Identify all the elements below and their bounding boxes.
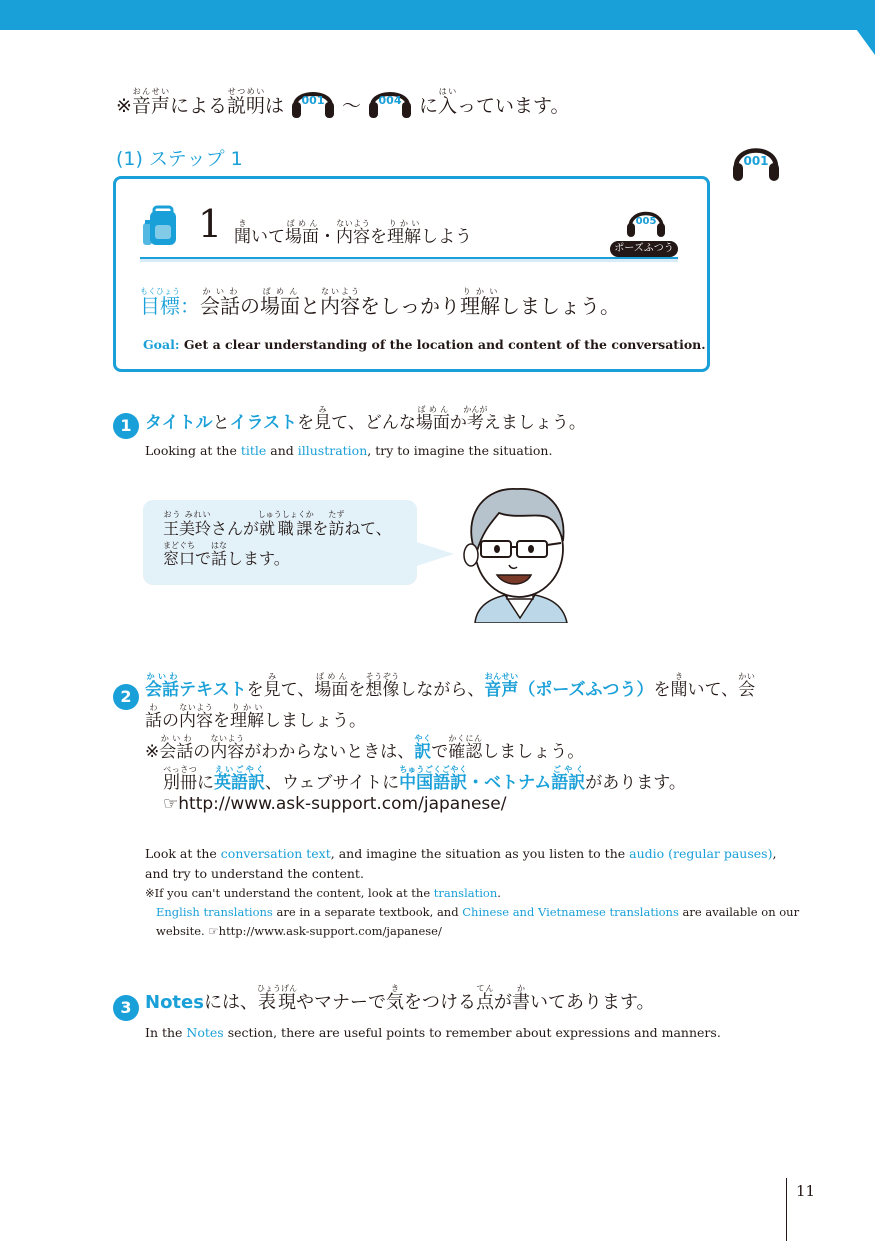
pointing-hand-icon: ☞ — [208, 924, 219, 938]
bubble-text — [163, 510, 392, 571]
text-run: を — [312, 519, 329, 538]
text-run: がわからないときは、 — [244, 742, 415, 762]
text-run: で — [431, 742, 449, 762]
page-number: 11 — [796, 1182, 816, 1200]
text-run: しながら、 — [399, 680, 485, 700]
ruby-word: 会かい — [738, 672, 756, 700]
text-run: を — [213, 711, 230, 731]
text-run: ・ — [467, 773, 485, 793]
audio-track-label: 004 — [378, 94, 402, 107]
item1-word: えましょう。 — [483, 413, 586, 433]
ruby-word: 理解りかい — [460, 287, 500, 318]
step-heading: (1) ステップ 1 — [116, 148, 243, 170]
text-run: いてあります。 — [529, 992, 655, 1013]
ruby-word: 王美玲おう みれい — [163, 510, 212, 538]
item3-jp — [145, 984, 655, 1012]
ruby-word: 場面ばめん — [260, 287, 300, 318]
item1-word: と — [212, 413, 230, 433]
item2-line-2 — [145, 703, 805, 730]
item1-word: タイトル — [145, 413, 213, 433]
text-run: やマナーで — [295, 992, 386, 1013]
step-title — [234, 219, 472, 246]
goal-en — [143, 337, 706, 352]
text-run: を — [370, 227, 387, 247]
item3-en: In the Notes section, there are useful points to remember about expressions and manners. — [145, 1025, 721, 1040]
item2-en-line: ※If you can't understand the content, look at the translation. — [145, 886, 501, 900]
ruby-word: 確認かくにん — [448, 734, 483, 762]
text-run: ・ — [319, 227, 336, 247]
step-box-title-row — [140, 203, 678, 259]
man-illustration — [455, 483, 585, 627]
headphone-icon[interactable] — [626, 203, 666, 241]
audio-note-text: による — [169, 95, 227, 117]
text-run: の — [162, 711, 179, 731]
ruby-word: 見み — [263, 672, 281, 700]
ruby-word: 点てん — [475, 984, 494, 1013]
headphone-icon[interactable] — [731, 137, 781, 187]
audio-note-tilde: 〜 — [341, 95, 361, 117]
step-box-divider — [140, 257, 678, 262]
audio-note-text: は — [264, 95, 284, 117]
ruby-word: 表現ひょうげん — [256, 984, 297, 1013]
audio-note-word: 入はい — [438, 87, 458, 117]
headphone-icon[interactable] — [290, 80, 336, 122]
link-title: title — [240, 443, 267, 458]
step-box — [113, 176, 710, 372]
item2-line-4 — [145, 765, 805, 792]
pointing-hand-icon: ☞ — [163, 794, 179, 814]
text-run: いて、 — [687, 680, 739, 700]
step-number: 1 — [198, 202, 223, 246]
audio-note-prefix: ※ — [116, 95, 132, 117]
ruby-word: 場面ばめん — [285, 219, 319, 247]
audio-note-word: 説明せつめい — [226, 87, 265, 117]
goal-label: 目標もくひょう — [140, 287, 180, 318]
item-number-2: 2 — [113, 684, 139, 710]
item1-word: イラスト — [229, 413, 298, 433]
text-run: の — [193, 742, 211, 762]
text-run: しましょう。 — [264, 711, 366, 731]
text-run: をしっかり — [360, 294, 460, 318]
ruby-word: 会話かいわ — [200, 287, 240, 318]
text-run: 、ウェブサイトに — [265, 773, 400, 793]
headphone-icon[interactable] — [367, 80, 413, 122]
ruby-word: 就職課しゅうしょくか — [257, 510, 314, 538]
item-number-1: 1 — [113, 413, 139, 439]
text-run: ベトナム — [484, 773, 552, 793]
text-run: をつける — [403, 992, 476, 1013]
goal-en-label: Goal: — [143, 337, 180, 352]
item2-line-3 — [145, 734, 805, 761]
pause-badge: ポーズふつう — [610, 241, 678, 257]
ruby-word: 聞き — [234, 219, 251, 247]
item1-word: か — [449, 413, 467, 433]
item1-en: Looking at the title and illustration, try to imagine the situation. — [145, 443, 553, 458]
item1-word: て、どんな — [331, 413, 416, 433]
ruby-word: 窓口まどぐち — [163, 541, 196, 568]
ruby-word: 語訳ごやく — [551, 765, 586, 793]
goal-colon: ： — [180, 294, 200, 318]
top-color-bar — [0, 0, 875, 30]
text-run: さんが — [211, 519, 260, 538]
text-run: と — [300, 294, 320, 318]
audio-track-label: 001 — [743, 154, 769, 168]
item1-word: 場面ばめん — [415, 405, 450, 433]
ruby-word: 場面ばめん — [314, 672, 349, 700]
ruby-word: 内容ないよう — [336, 219, 370, 247]
link-illustration: illustration — [297, 443, 368, 458]
ruby-word: 気き — [385, 984, 404, 1013]
text-run: が — [493, 992, 512, 1013]
item1-jp — [145, 405, 586, 432]
ruby-word: 内容ないよう — [210, 734, 245, 762]
text-run: には、 — [203, 992, 258, 1013]
text-run: を — [653, 680, 671, 700]
audio-track-label: 005 — [635, 216, 657, 227]
website-link[interactable]: http://www.ask-support.com/japanese/ — [218, 924, 442, 938]
ruby-word: 会話かいわ — [159, 734, 194, 762]
item2-jp — [145, 672, 805, 817]
text-run: しましょう。 — [500, 294, 620, 318]
ruby-word: 中国語訳ちゅうごくごやく — [399, 765, 468, 793]
text-run: を — [246, 680, 264, 700]
item1-word: 考かんが — [463, 405, 488, 433]
website-link[interactable]: http://www.ask-support.com/japanese/ — [178, 794, 507, 814]
ruby-word: 話わ — [145, 703, 162, 731]
ruby-word: 話はな — [211, 541, 228, 568]
text-run: の — [240, 294, 260, 318]
item2-url-row — [145, 796, 805, 813]
text-run: に — [197, 773, 214, 793]
item1-word: を — [297, 413, 315, 433]
text-run: ねて、 — [344, 519, 392, 538]
text-run: します。 — [227, 549, 290, 568]
ruby-word: 音声おんせい — [484, 672, 519, 700]
goal-jp — [140, 287, 620, 316]
ruby-word: 聞き — [670, 672, 688, 700]
top-corner-tab — [835, 0, 875, 55]
item2-en-line: and try to understand the content. — [145, 866, 364, 881]
item2-en — [145, 844, 815, 941]
text-run: て、 — [280, 680, 315, 700]
text-run: テキスト — [179, 680, 247, 700]
audio-track-label: 001 — [301, 94, 325, 107]
text-run: （ポーズふつう） — [518, 680, 654, 700]
ruby-word: 内容ないよう — [320, 287, 360, 318]
text-run: を — [348, 680, 366, 700]
ruby-word: 理解りかい — [230, 703, 264, 731]
item2-line-1 — [145, 672, 805, 699]
ruby-word: 訳やく — [414, 734, 432, 762]
ruby-word: 別冊べっさつ — [163, 765, 197, 793]
item1-word: 見み — [314, 405, 332, 433]
audio-note-text: に — [419, 95, 439, 117]
ruby-word: 理解りかい — [387, 219, 421, 247]
text-run: しましょう。 — [482, 742, 585, 762]
text-run: で — [195, 549, 212, 568]
item2-en-line: website. ☞http://www.ask-support.com/japanese/ — [156, 924, 442, 938]
text-run: ※ — [145, 742, 160, 762]
ruby-word: 書か — [511, 984, 530, 1013]
item2-en-line: Look at the conversation text, and imagine the situation as you listen to the audio (regular pauses), — [145, 846, 777, 861]
audio-note-text: っています。 — [457, 95, 570, 117]
text-run: いて — [251, 227, 285, 247]
ruby-word: 英語訳えいごやく — [214, 765, 265, 793]
text-run: Notes — [145, 992, 204, 1013]
speech-bubble-tail — [410, 540, 454, 568]
ruby-word: 会話かいわ — [145, 672, 179, 700]
text-run: しよう — [421, 227, 472, 247]
audio-note-word: 音声おんせい — [131, 87, 170, 117]
bubble-line-2 — [163, 541, 392, 567]
bubble-line-1 — [163, 510, 392, 537]
ruby-word: 想像そうぞう — [365, 672, 400, 700]
ruby-word: 訪たず — [328, 510, 345, 538]
page-number-rule — [786, 1178, 787, 1241]
item2-en-line: English translations are in a separate textbook, and Chinese and Vietnamese translations are available on our — [156, 905, 800, 919]
item-number-3: 3 — [113, 995, 139, 1021]
audio-note — [116, 74, 570, 116]
goal-en-text: Get a clear understanding of the location and content of the conversation. — [179, 337, 706, 352]
text-run: があります。 — [585, 773, 686, 793]
goal-text — [200, 287, 620, 318]
backpack-icon — [140, 205, 180, 251]
ruby-word: 内容ないよう — [179, 703, 213, 731]
speech-bubble — [143, 500, 417, 585]
